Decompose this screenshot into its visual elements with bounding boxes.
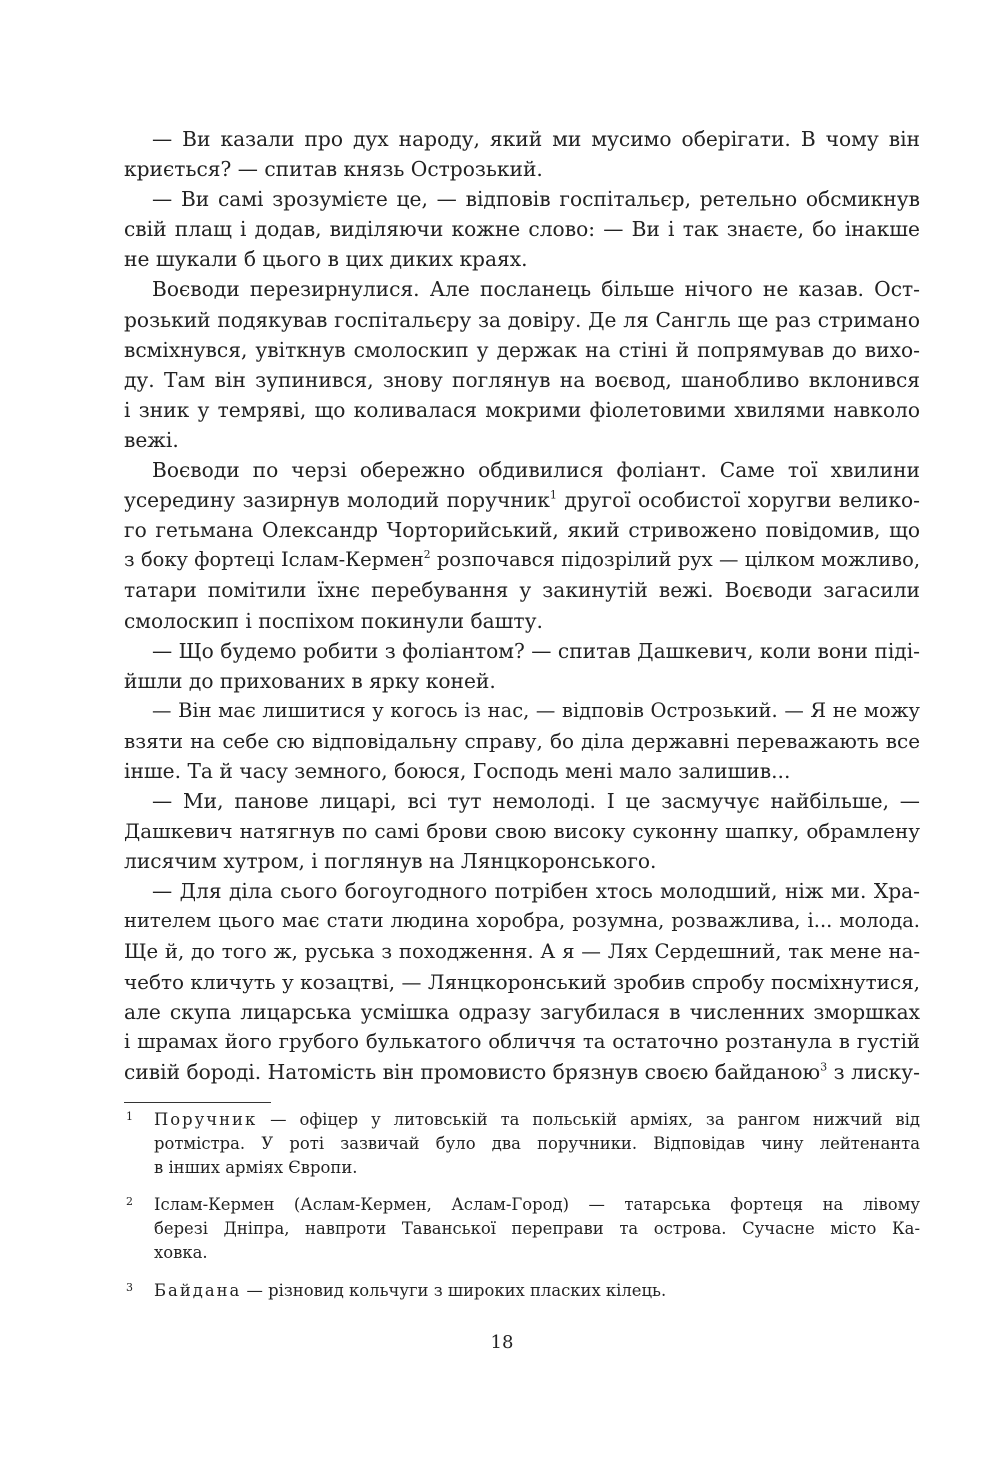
text-line: — Ми, панове лицарі, всі тут немолоді. І це засмучує найбільше, — bbox=[152, 789, 920, 814]
text-line: — Він має лишитися у когось із нас, — відповів Острозький. — Я не можу bbox=[152, 698, 920, 722]
text-line: — Для діла сього богоугодного потрібен хтось молодший, ніж ми. Хра- bbox=[152, 879, 920, 904]
footnote-line: в інших арміях Європи. bbox=[154, 1157, 358, 1177]
text-line: лисячим хутром, і поглянув на Лянцкоронського. bbox=[124, 849, 657, 874]
text-line: і шрамах його грубого булькатого обличчя та остаточно розтанула в густій bbox=[124, 1029, 920, 1053]
text-line: взяти на себе сю відповідальну справу, бо діла державні переважають все bbox=[124, 728, 920, 753]
text-line: Ще й, до того ж, руська з походження. А я — Лях Сердешний, так мене на- bbox=[124, 939, 920, 963]
text-line: Воєводи по черзі обережно обдивилися фоліант. Саме тої хвилини bbox=[152, 458, 920, 483]
footnote-line: березі Дніпра, навпроти Таванської переправи та острова. Сучасне місто Ка- bbox=[154, 1219, 920, 1239]
text-line: го гетьмана Олександр Чорторийський, який стривожено повідомив, що bbox=[124, 518, 920, 543]
text-line: — Що будемо робити з фоліантом? — спитав Дашкевич, коли вони піді- bbox=[152, 638, 920, 663]
footnote-2 bbox=[124, 1193, 920, 1264]
text-line: з боку фортеці Іслам-Кермен$^2$ розпочався підозрілий рух — цілком можливо, bbox=[124, 548, 920, 572]
text-line: вежі. bbox=[124, 427, 179, 452]
text-line: сивій бороді. Натомість він промовисто брязнув своєю байданою$^3$ з лиску- bbox=[124, 1059, 920, 1084]
text-line: — Ви казали про дух народу, який ми мусимо оберігати. В чому він bbox=[152, 127, 920, 151]
text-line: ду. Там він зупинився, знову поглянув на воєвод, шанобливо вклонився bbox=[124, 367, 920, 392]
text-line: але скупа лицарська усмішка одразу загубилася в численних зморшках bbox=[124, 999, 920, 1024]
footnote-line: Байдана — різновид кольчуги з широких пласких кілець. bbox=[154, 1280, 667, 1300]
text-line: усередину зазирнув молодий поручник$^1$ другої особистої хоругви велико- bbox=[124, 488, 920, 513]
footnote-line: ротмістра. У роті зазвичай було два поручники. Відповідав чину лейтенанта bbox=[154, 1133, 920, 1153]
text-line: всміхнувся, увіткнув смолоскип у держак на стіні й попрямував до вихо- bbox=[124, 337, 920, 362]
footnote-ref: 2 bbox=[423, 548, 431, 562]
footnote-term: Поручник bbox=[154, 1110, 258, 1129]
footnote-3 bbox=[124, 1279, 920, 1303]
text-line: розький подякував госпітальєру за довіру. Де ля Сангль ще раз стримано bbox=[124, 307, 920, 332]
footnotes bbox=[124, 1108, 920, 1317]
text-line: татари помітили їхнє перебування у закинутій вежі. Воєводи загасили bbox=[124, 578, 920, 603]
footnote-number: 2 bbox=[126, 1195, 133, 1209]
text-line: — Ви самі зрозумієте це, — відповів госпітальєр, ретельно обсмикнув bbox=[152, 187, 920, 212]
body-text bbox=[124, 124, 920, 1087]
text-line: йшли до прихованих в ярку коней. bbox=[124, 668, 496, 693]
text-line: чебто кличуть у козацтві, — Лянцкоронський зробив спробу посміхнутися, bbox=[124, 969, 920, 994]
text-line: Дашкевич натягнув по самі брови свою високу суконну шапку, обрамлену bbox=[124, 819, 920, 844]
footnote-1 bbox=[124, 1108, 920, 1179]
footnote-line: Іслам-Кермен (Аслам-Кермен, Аслам-Город) — татарська фортеця на лівому bbox=[154, 1195, 920, 1215]
text-line: криється? — спитав князь Острозький. bbox=[124, 157, 543, 182]
footnote-ref: 1 bbox=[549, 488, 557, 502]
footnote-ref: 3 bbox=[820, 1060, 828, 1074]
text-line: смолоскип і поспіхом покинули башту. bbox=[124, 608, 543, 633]
text-line: не шукали б цього в цих диких краях. bbox=[124, 247, 528, 272]
footnote-term: Байдана bbox=[154, 1280, 242, 1300]
text-line: Воєводи перезирнулися. Але посланець більше нічого не казав. Ост- bbox=[152, 277, 920, 302]
page-number: 18 bbox=[490, 1332, 514, 1353]
footnote-divider bbox=[124, 1102, 271, 1103]
footnote-number: 3 bbox=[126, 1280, 133, 1294]
footnote-number: 1 bbox=[126, 1110, 133, 1123]
text-line: інше. Та й часу земного, боюся, Господь мені мало залишив... bbox=[124, 758, 791, 783]
text-line: нителем цього має стати людина хоробра, розумна, розважлива, і... молода. bbox=[124, 909, 920, 933]
text-line: свій плащ і додав, виділяючи кожне слово: — Ви і так знаєте, бо інакше bbox=[124, 217, 920, 242]
footnote-line: Поручник — офіцер у литовській та польській арміях, за рангом нижчий від bbox=[154, 1110, 920, 1129]
footnote-line: ховка. bbox=[154, 1242, 208, 1262]
text-line: і зник у темряві, що коливалася мокрими фіолетовими хвилями навколо bbox=[124, 397, 920, 422]
